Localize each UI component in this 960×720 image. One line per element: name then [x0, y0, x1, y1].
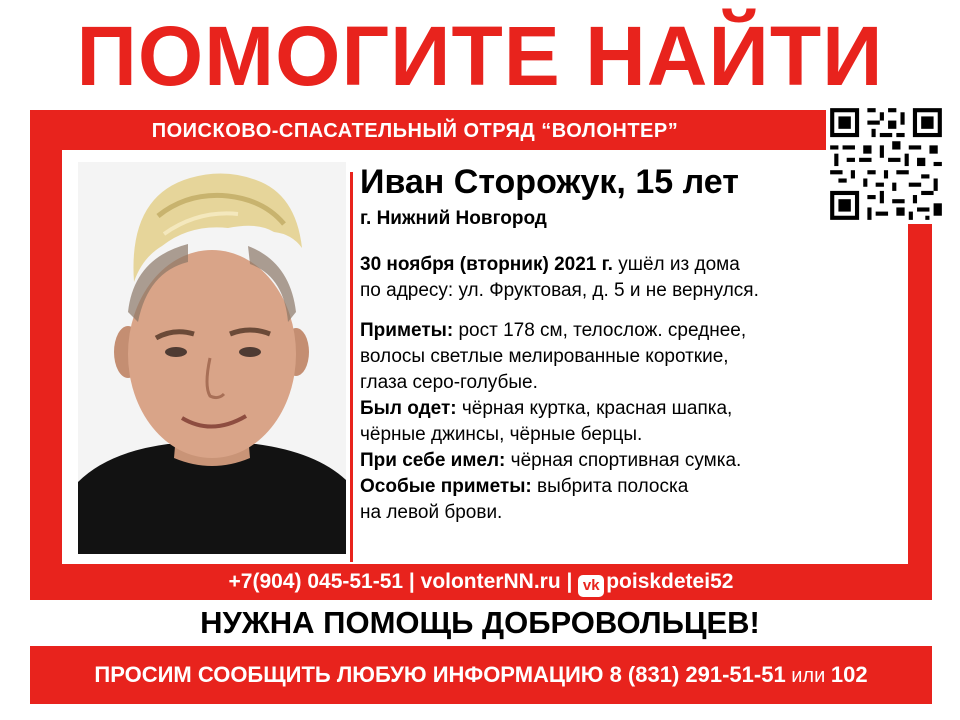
event-text-1: ушёл из дома: [612, 254, 740, 275]
event-description: [360, 252, 900, 304]
contact-site[interactable]: volonterNN.ru: [420, 570, 561, 593]
special-line-2: на левой брови.: [360, 502, 503, 523]
contacts-bar: [30, 566, 932, 598]
report-info-text: ПРОСИМ СООБЩИТЬ ЛЮБУЮ ИНФОРМАЦИЮ 8 (831) 291-51-51: [94, 662, 786, 687]
organization-title: ПОИСКОВО-СПАСАТЕЛЬНЫЙ ОТРЯД “ВОЛОНТЕР”: [151, 120, 679, 142]
clothes-label: Был одет:: [360, 398, 457, 419]
event-text-2: по адресу: ул. Фруктовая, д. 5 и не вернулся.: [360, 280, 759, 301]
text-divider: [350, 172, 353, 562]
poster-headline: ПОМОГИТЕ НАЙТИ: [76, 9, 884, 103]
contact-vk[interactable]: poiskdetei52: [606, 570, 734, 593]
report-info-or: или: [785, 665, 831, 687]
person-info: [360, 160, 900, 526]
report-info-bar: [30, 646, 932, 704]
event-date: 30 ноября (вторник) 2021 г.: [360, 254, 613, 275]
signs-line-3: глаза серо-голубые.: [360, 372, 538, 393]
volunteer-call-to-action: НУЖНА ПОМОЩЬ ДОБРОВОЛЬЦЕВ!: [200, 605, 760, 640]
vk-logo-icon: vk: [578, 575, 604, 597]
special-label: Особые приметы:: [360, 476, 532, 497]
belongings-line-1: чёрная спортивная сумка.: [505, 450, 742, 471]
contact-phone[interactable]: +7(904) 045-51-51: [228, 570, 404, 593]
signs-description: [360, 318, 900, 526]
clothes-line-2: чёрные джинсы, чёрные берцы.: [360, 424, 643, 445]
signs-line-2: волосы светлые мелированные короткие,: [360, 346, 729, 367]
contact-separator-1: |: [403, 570, 421, 593]
person-city: г. Нижний Новгород: [360, 208, 547, 229]
signs-label: Приметы:: [360, 320, 454, 341]
report-info-alt-number[interactable]: 102: [830, 662, 868, 687]
missing-person-photo: [78, 162, 346, 554]
clothes-line-1: чёрная куртка, красная шапка,: [456, 398, 733, 419]
signs-line-1: рост 178 см, телослож. среднее,: [453, 320, 747, 341]
contact-separator-2: |: [560, 570, 579, 593]
special-line-1: выбрита полоска: [531, 476, 689, 497]
belongings-label: При себе имел:: [360, 450, 506, 471]
person-name: Иван Сторожук, 15 лет: [360, 163, 739, 201]
